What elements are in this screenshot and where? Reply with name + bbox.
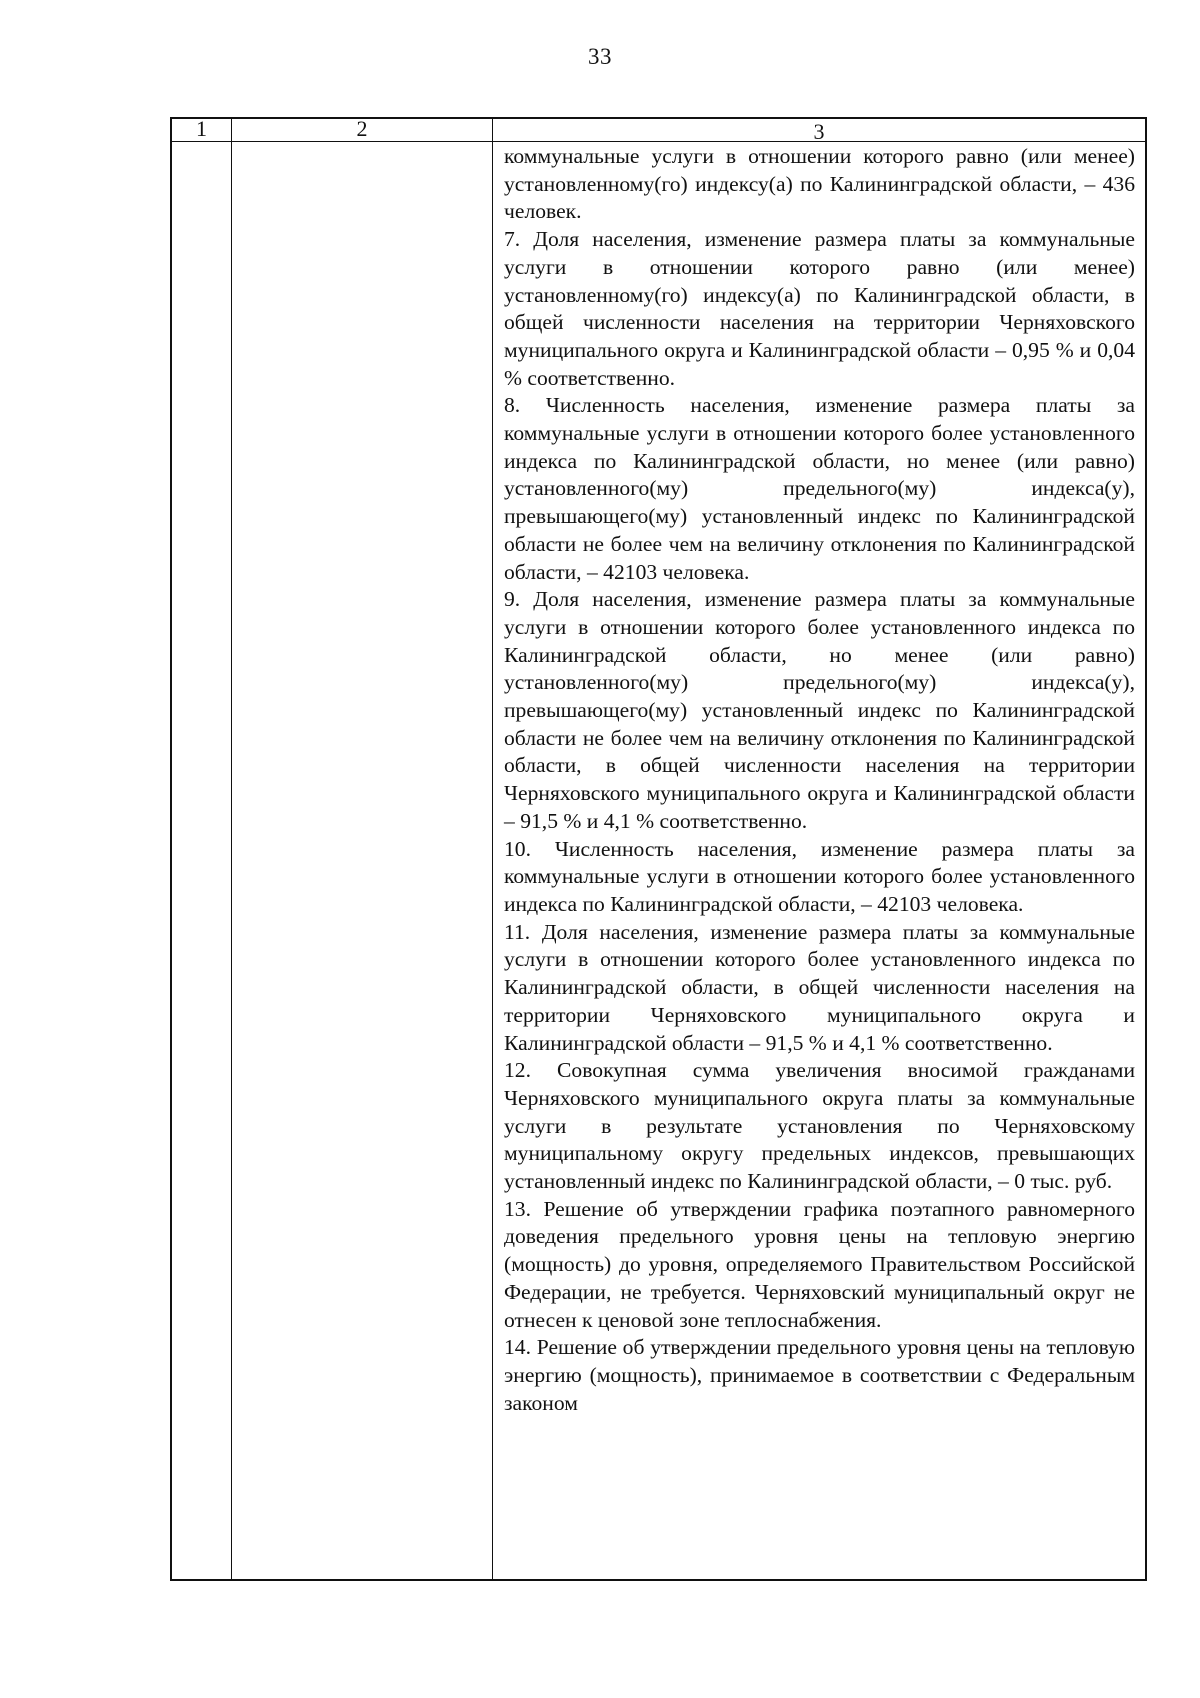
paragraph-item-7: 7. Доля населения, изменение размера платы за коммунальные услуги в отношении которого равно (или менее) установленному(го) индексу(а) по Калининградской области, в общей численности населения на территории Черняховского муниципального округа и Калининградской области – 0,95 % и 0,04 % соответственно. <box>504 227 1135 390</box>
column-3-content <box>504 143 1135 1417</box>
paragraph-item-11: 11. Доля населения, изменение размера платы за коммунальные услуги в отношении которого более установленного индекса по Калининградской области, в общей численности населения на территории Черняховского муниципального округа и Калининградской области – 91,5 % и 4,1 % соответственно. <box>504 919 1135 1055</box>
table-header-row <box>172 116 1145 144</box>
paragraph-continuation: коммунальные услуги в отношении которого равно (или менее) установленному(го) индексу(а) по Калининградской области, – 436 человек. <box>504 144 1135 224</box>
content-table <box>170 117 1147 1581</box>
paragraph-item-12: 12. Совокупная сумма увеличения вносимой гражданами Черняховского муниципального округа платы за коммунальные услуги в результате установления по Черняховскому муниципальному округу предельных индексов, превышающих установленный индекс по Калининградской области, – 0 тыс. руб. <box>504 1058 1135 1194</box>
column-divider-2 <box>492 119 493 1579</box>
header-cell-1: 1 <box>196 116 207 141</box>
paragraph-item-8: 8. Численность населения, изменение размера платы за коммунальные услуги в отношении которого более установленного индекса по Калининградской области, но менее (или равно) установленного(му) предельного(му) индекса(у), превышающего(му) установленный индекс по Калининградской области не более чем на величину отклонения по Калининградской области, – 42103 человека. <box>504 393 1135 584</box>
page-number: 33 <box>588 44 612 69</box>
header-cell-2: 2 <box>356 116 368 141</box>
paragraph-item-9: 9. Доля населения, изменение размера платы за коммунальные услуги в отношении которого более установленного индекса по Калининградской области, но менее (или равно) установленного(му) предельного(му) индекса(у), превышающего(му) установленный индекс по Калининградской области не более чем на величину отклонения по Калининградской области, в общей численности населения на территории Черняховского муниципального округа и Калининградской области – 91,5 % и 4,1 % соответственно. <box>504 587 1135 833</box>
column-divider-1 <box>231 119 232 1579</box>
paragraph-item-13: 13. Решение об утверждении графика поэтапного равномерного доведения предельного уровня цены на тепловую энергию (мощность) до уровня, определяемого Правительством Российской Федерации, не требуется. Черняховский муниципальный округ не отнесен к ценовой зоне теплоснабжения. <box>504 1196 1135 1332</box>
header-cell-3: 3 <box>813 119 825 144</box>
paragraph-item-14: 14. Решение об утверждении предельного уровня цены на тепловую энергию (мощность), принимаемое в соответствии с Федеральным законом <box>504 1335 1135 1415</box>
paragraph-item-10: 10. Численность населения, изменение размера платы за коммунальные услуги в отношении которого более установленного индекса по Калининградской области, – 42103 человека. <box>504 836 1135 916</box>
